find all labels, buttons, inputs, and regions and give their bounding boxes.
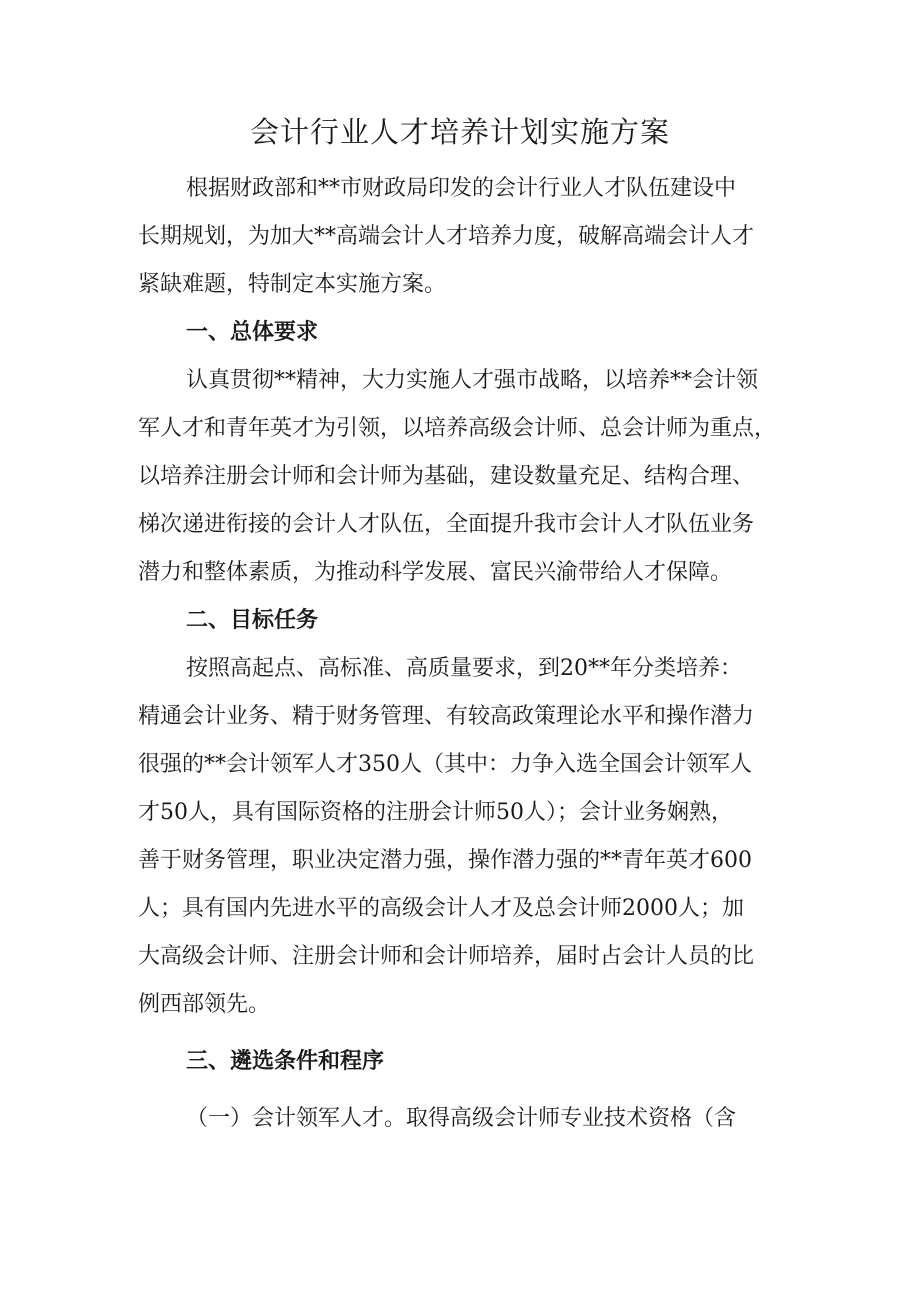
intro-paragraph	[138, 165, 788, 309]
paragraph-line: 才50人，具有国际资格的注册会计师50人）；会计业务娴熟，	[138, 800, 733, 825]
section-paragraph-general-requirements	[138, 357, 788, 597]
paragraph-line: 长期规划，为加大**高端会计人才培养力度，破解高端会计人才	[138, 224, 755, 249]
paragraph-line: 梯次递进衔接的会计人才队伍，全面提升我市会计人才队伍业务	[138, 512, 755, 537]
section-paragraph-objectives	[138, 645, 788, 1029]
paragraph-line: 潜力和整体素质，为推动科学发展、富民兴渝带给人才保障。	[138, 560, 733, 585]
paragraph-line: 很强的**会计领军人才350人（其中：力争入选全国会计领军人	[138, 752, 752, 777]
document-title: 会计行业人才培养计划实施方案	[249, 115, 670, 149]
section-heading-objectives: 二、目标任务	[186, 608, 319, 633]
paragraph-line: 紧缺难题，特制定本实施方案。	[138, 272, 447, 297]
section-heading-selection: 三、遴选条件和程序	[186, 1049, 385, 1074]
paragraph-line: 人；具有国内先进水平的高级会计人才及总会计师2000人；加	[138, 896, 744, 921]
paragraph-line: 军人才和青年英才为引领，以培养高级会计师、总会计师为重点，	[138, 416, 777, 441]
sub-item-accounting-leaders: （一）会计领军人才。取得高级会计师专业技术资格（含	[186, 1106, 737, 1131]
paragraph-line: 精通会计业务、精于财务管理、有较高政策理论水平和操作潜力	[138, 704, 755, 729]
section-heading-general-requirements: 一、总体要求	[186, 320, 319, 345]
paragraph-line: 例西部领先。	[138, 992, 271, 1017]
paragraph-line: 按照高起点、高标准、高质量要求，到20**年分类培养：	[186, 656, 742, 681]
paragraph-line: 认真贯彻**精神，大力实施人才强市战略，以培养**会计领	[186, 368, 759, 393]
paragraph-line: 以培养注册会计师和会计师为基础，建设数量充足、结构合理、	[138, 464, 755, 489]
paragraph-line: 根据财政部和**市财政局印发的会计行业人才队伍建设中	[186, 176, 737, 201]
paragraph-line: 善于财务管理，职业决定潜力强，操作潜力强的**青年英才600	[138, 848, 752, 873]
paragraph-line: 大高级会计师、注册会计师和会计师培养，届时占会计人员的比	[138, 944, 755, 969]
